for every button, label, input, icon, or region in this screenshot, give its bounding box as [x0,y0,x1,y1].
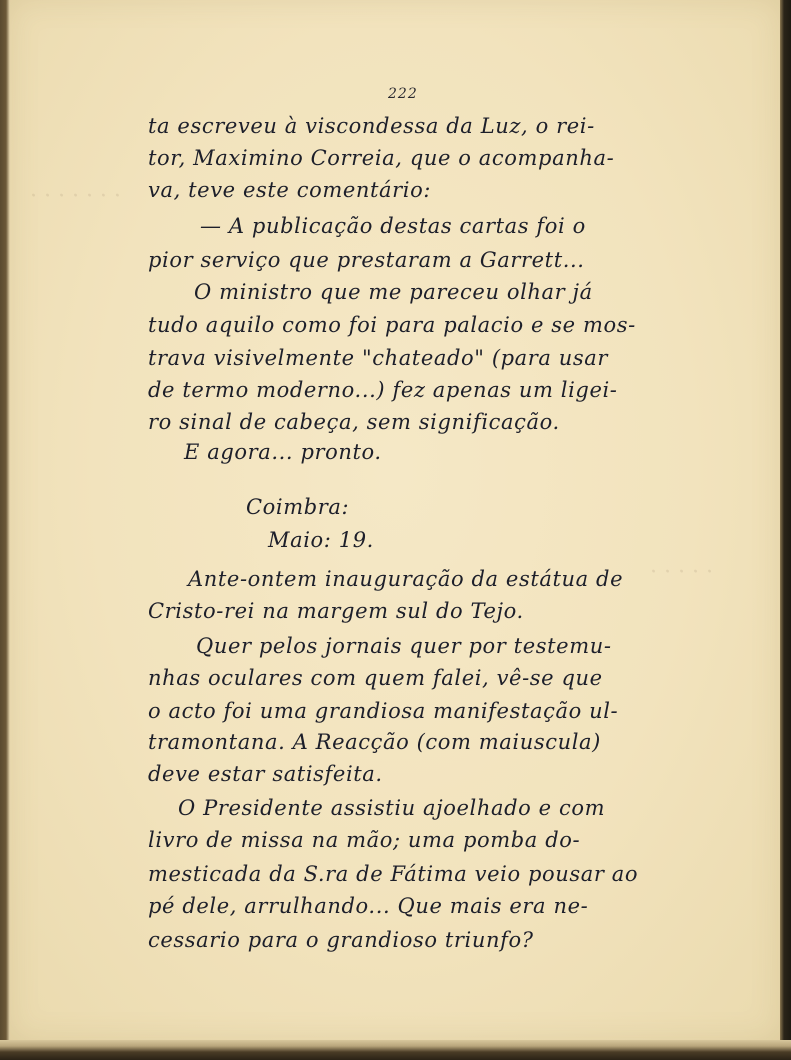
text-line: tudo aquilo como foi para palacio e se mos- [148,313,636,337]
text-line: O ministro que me pareceu olhar já [194,280,593,304]
text-line: Quer pelos jornais quer por testemu- [196,634,612,658]
text-line: va, teve este comentário: [148,178,432,202]
text-line: cessario para o grandioso triunfo? [148,928,534,952]
text-line: pior serviço que prestaram a Garrett... [148,248,585,272]
manuscript-page [10,0,780,1040]
text-line: ro sinal de cabeça, sem significação. [148,410,560,434]
text-line: E agora... pronto. [184,440,382,464]
text-line: deve estar satisfeita. [148,762,383,786]
text-line: mesticada da S.ra de Fátima veio pousar ao [148,862,639,886]
text-line: o acto foi uma grandiosa manifestação ul- [148,699,619,723]
text-line: — A publicação destas cartas foi o [200,214,586,238]
bleed-through-left: · · · · · · · [30,184,121,209]
text-line: tor, Maximino Correia, que o acompanha- [148,146,615,170]
text-line: de termo moderno...) fez apenas um ligei- [148,378,618,402]
scan-bottom-edge [0,1040,791,1060]
text-line: pé dele, arrulhando... Que mais era ne- [148,894,589,918]
text-line: livro de missa na mão; uma pomba do- [148,828,581,852]
page-number: 222 [388,86,418,102]
text-line: Ante-ontem inauguração da estátua de [188,567,624,591]
text-line: tramontana. A Reacção (com maiuscula) [148,730,601,754]
text-line: O Presidente assistiu ajoelhado e com [178,796,606,820]
text-line: ta escreveu à viscondessa da Luz, o rei- [148,114,595,138]
bleed-through-right: · · · · · [650,560,713,585]
text-line: nhas oculares com quem falei, vê-se que [148,666,603,690]
text-line: Cristo-rei na margem sul do Tejo. [148,599,524,623]
section-date: Maio: 19. [268,528,374,552]
text-line: trava visivelmente "chateado" (para usar [148,346,609,370]
section-place: Coimbra: [246,495,350,519]
